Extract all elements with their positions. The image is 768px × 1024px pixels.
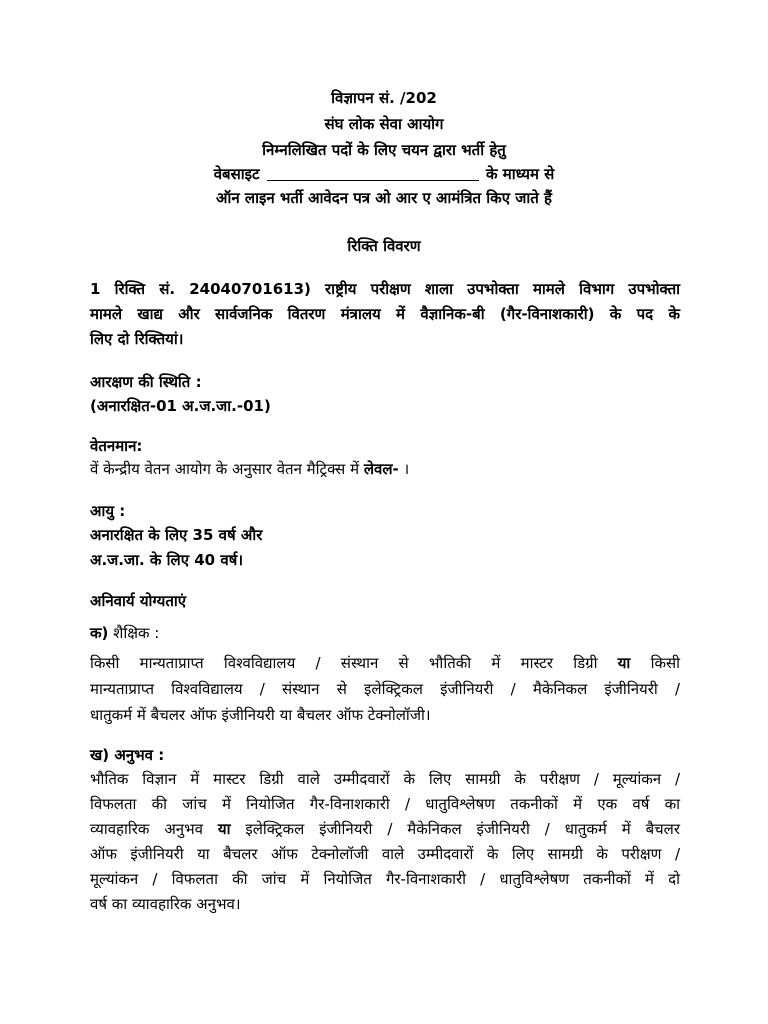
- education-subheading: [90, 620, 680, 646]
- pay-line: [90, 456, 680, 482]
- education-line-3: धातुकर्म में बैचलर ऑफ इंजीनियरी या बैचलर ऑफ टेक्नोलॉजी।: [90, 706, 431, 724]
- experience-or: या: [217, 820, 231, 838]
- experience-line-3: [90, 816, 680, 842]
- experience-line-4: ऑफ इंजीनियरी या बैचलर ऑफ टेक्नोलॉजी वाले उम्मीदवारों के लिए सामग्री के परीक्षण /: [90, 845, 680, 863]
- advertisement-number: विज्ञापन सं. /202: [331, 89, 437, 107]
- education-label: शैक्षिक :: [108, 624, 160, 642]
- website-line: [0, 164, 768, 184]
- vacancy-line-1: 1 रिक्ति सं. 24040701613) राष्ट्रीय परीक्षण शाला उपभोक्ता मामले विभाग उपभोक्ता: [90, 280, 680, 298]
- pay-heading: वेतनमान:: [90, 437, 143, 455]
- education-line-1: [90, 650, 680, 676]
- experience-line-5: मूल्यांकन / विफलता की जांच में नियोजित गैर-विनाशकारी / धातुविश्लेषण तकनीकों में दो: [90, 870, 680, 888]
- website-prefix: वेबसाइट: [213, 165, 260, 183]
- website-blank: [267, 166, 479, 181]
- education-or: या: [617, 654, 631, 672]
- organization-name: संघ लोक सेवा आयोग: [324, 115, 444, 133]
- reservation-heading: आरक्षण की स्थिति :: [90, 373, 202, 391]
- pay-text: वें केन्द्रीय वेतन आयोग के अनुसार वेतन मैट्रिक्स में: [90, 460, 364, 478]
- age-unreserved: अनारक्षित के लिए 35 वर्ष और: [90, 526, 263, 544]
- vacancy-line-3: लिए दो रिक्तियां।: [90, 330, 184, 348]
- education-line-1b: किसी: [630, 654, 680, 672]
- experience-heading: ख) अनुभव :: [90, 746, 165, 764]
- age-heading: आयु :: [90, 502, 126, 520]
- experience-line-3b: इलेक्ट्रिकल इंजीनियरी / मैकेनिकल इंजीनियरी / धातुकर्म में बैचलर: [230, 820, 680, 838]
- pay-level: लेवल-: [363, 460, 399, 478]
- experience-line-3a: व्यावहारिक अनुभव: [90, 820, 218, 838]
- pay-end: ।: [398, 460, 410, 478]
- education-line-1a: किसी मान्यताप्राप्त विश्वविद्यालय / संस्थान से भौतिकी में मास्टर डिग्री: [90, 654, 618, 672]
- website-suffix: के माध्यम से: [486, 165, 555, 183]
- vacancy-line-2: मामले खाद्य और सार्वजनिक वितरण मंत्रालय में वैज्ञानिक-बी (गैर-विनाशकारी) के पद के: [90, 305, 680, 323]
- reservation-value: (अनारक्षित-01 अ.ज.जा.-01): [90, 397, 271, 415]
- section-title: रिक्ति विवरण: [347, 237, 421, 255]
- education-line-2: मान्यताप्राप्त विश्वविद्यालय / संस्थान से इलेक्ट्रिकल इंजीनियरी / मैकेनिकल इंजीनियरी /: [90, 680, 680, 698]
- age-st: अ.ज.जा. के लिए 40 वर्ष।: [90, 551, 244, 569]
- education-marker: क): [90, 624, 109, 642]
- invitation-line: ऑन लाइन भर्ती आवेदन पत्र ओ आर ए आमंत्रित किए जाते हैं: [216, 189, 552, 207]
- experience-line-1: भौतिक विज्ञान में मास्टर डिग्री वाले उम्मीदवारों के लिए सामग्री के परीक्षण / मूल्यांकन /: [90, 770, 680, 788]
- recruitment-purpose: निम्नलिखित पदों के लिए चयन द्वारा भर्ती हेतु: [262, 141, 506, 159]
- experience-line-2: विफलता की जांच में नियोजित गैर-विनाशकारी / धातुविश्लेषण तकनीकों में एक वर्ष का: [90, 795, 680, 813]
- experience-line-6: वर्ष का व्यावहारिक अनुभव।: [90, 895, 241, 913]
- qualifications-heading: अनिवार्य योग्यताएं: [90, 592, 187, 610]
